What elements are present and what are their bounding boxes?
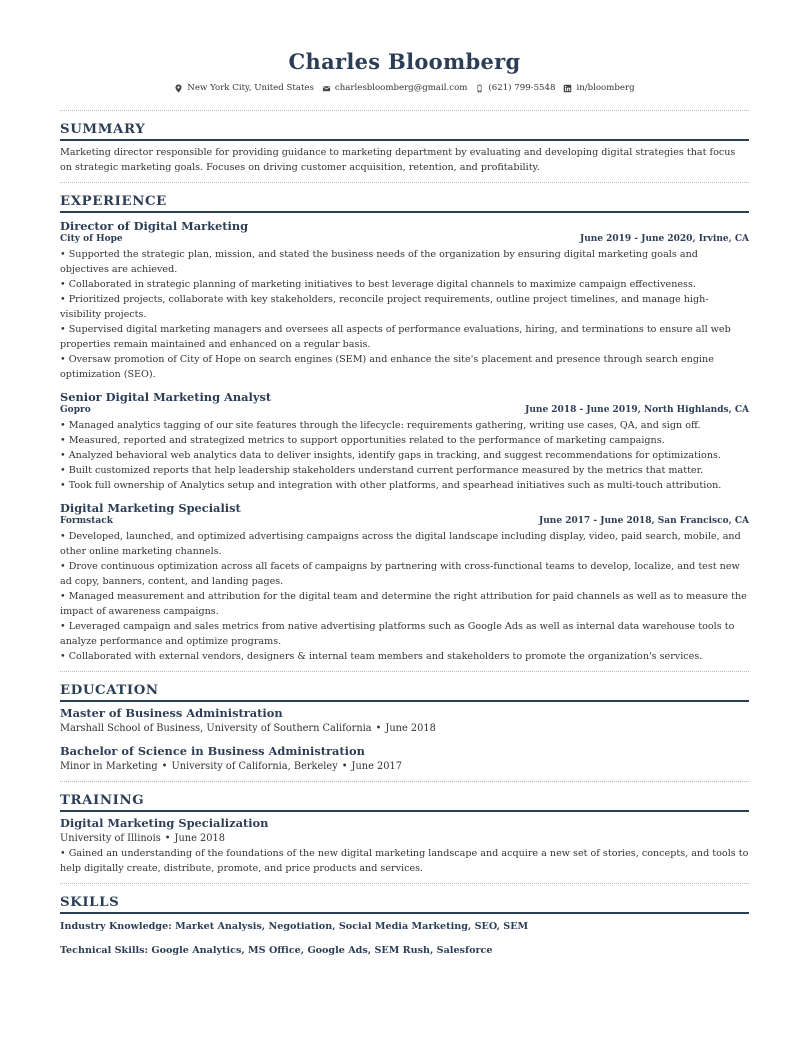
envelope-icon [322,84,331,93]
education-entry [60,706,749,736]
job-bullet: • Leveraged campaign and sales metrics from native advertising platforms such as Google Ads as well as internal data warehouse tools to analyze performance and optimize programs. [60,621,735,647]
technical-skills: Technical Skills: Google Analytics, MS Office, Google Ads, SEM Rush, Salesforce [60,945,493,956]
job-bullet: • Collaborated in strategic planning of marketing initiatives to best leverage digital channels to maximize campaign effectiveness. [60,279,696,290]
phone-text: (621) 799-5548 [488,83,556,93]
job-entry [60,501,749,664]
contact-bar [60,82,749,94]
email-text: charlesbloomberg@gmail.com [334,83,468,93]
contact-location [174,82,314,94]
separator-dot: • [161,761,168,772]
section-divider [60,781,749,782]
experience-heading: EXPERIENCE [60,193,749,213]
map-pin-icon [174,84,183,93]
degree-title: Bachelor of Science in Business Administration [60,744,365,758]
resume-header [60,48,749,94]
job-bullet: • Drove continuous optimization across all facets of campaigns by partnering with cross-functional teams to develop, localize, and test new ad copy, banners, content, and landing pages. [60,561,740,587]
contact-linkedin[interactable] [563,82,634,94]
job-bullet: • Collaborated with external vendors, designers & internal team members and stakeholders to promote the organization's services. [60,651,703,662]
job-entry [60,219,749,382]
job-dates-location: June 2018 - June 2019, North Highlands, CA [525,405,749,415]
industry-skills: Industry Knowledge: Market Analysis, Negotiation, Social Media Marketing, SEO, SEM [60,921,529,932]
training-bullet: • Gained an understanding of the foundations of the new digital marketing landscape and acquire a new set of stories, concepts, and tools to help digitally create, distribute, promote, and price products and services. [60,848,749,874]
summary-section [60,121,749,183]
education-section [60,682,749,782]
job-company: City of Hope [60,234,123,244]
job-bullet: • Supervised digital marketing managers and oversees all aspects of performance evaluations, hiring, and terminations to ensure all web properties remain maintained and enhanced on a regular basis. [60,324,731,350]
contact-phone[interactable] [475,82,555,94]
job-title: Senior Digital Marketing Analyst [60,390,272,404]
job-bullet: • Supported the strategic plan, mission, and stated the business needs of the organization by ensuring digital marketing goals and objectives are achieved. [60,249,698,275]
job-bullet: • Took full ownership of Analytics setup and integration with other platforms, and spearhead initiatives such as multi-touch attribution. [60,480,722,491]
training-title: Digital Marketing Specialization [60,816,269,830]
graduation-date: June 2018 [385,723,436,734]
skills-heading: SKILLS [60,894,749,914]
job-title: Director of Digital Marketing [60,219,249,233]
section-divider [60,883,749,884]
phone-icon [475,84,484,93]
graduation-date: June 2017 [351,761,402,772]
summary-text: Marketing director responsible for providing guidance to marketing department by evaluating and developing digital strategies that focus on strategic marketing goals. Focuses on driving customer acquisition, retention, and profitability. [60,147,736,173]
summary-heading: SUMMARY [60,121,749,141]
linkedin-text: in/bloomberg [576,83,635,93]
job-dates-location: June 2019 - June 2020, Irvine, CA [579,234,749,244]
education-entry [60,744,749,774]
job-dates-location: June 2017 - June 2018, San Francisco, CA [539,516,749,526]
job-bullet: • Built customized reports that help leadership stakeholders understand current performance measured by the metrics that matter. [60,465,704,476]
degree-title: Master of Business Administration [60,706,283,720]
job-bullet: • Managed analytics tagging of our site features through the lifecycle: requirements gathering, writing use cases, QA, and sign off. [60,420,701,431]
job-bullet: • Prioritized projects, collaborate with key stakeholders, reconcile project requirements, outline project timelines, and manage high-visibility projects. [60,294,709,320]
separator-dot: • [375,723,382,734]
minor-text: Minor in Marketing [60,761,158,772]
linkedin-icon [563,84,572,93]
contact-email[interactable] [322,82,468,94]
job-bullet: • Oversaw promotion of City of Hope on search engines (SEM) and enhance the site's placement and presence through search engine optimization (SEO). [60,354,714,380]
training-date: June 2018 [174,833,225,844]
job-title: Digital Marketing Specialist [60,501,241,515]
education-heading: EDUCATION [60,682,749,702]
training-school: University of Illinois [60,833,161,844]
job-company: Gopro [60,405,91,415]
school-name: University of California, Berkeley [171,761,338,772]
training-heading: TRAINING [60,792,749,812]
candidate-name: Charles Bloomberg [288,49,521,74]
section-divider [60,671,749,672]
location-text: New York City, United States [187,83,314,93]
job-bullet: • Measured, reported and strategized metrics to support opportunities related to the performance of marketing campaigns. [60,435,665,446]
job-company: Formstack [60,516,113,526]
separator-dot: • [164,833,171,844]
section-divider [60,182,749,183]
experience-section [60,193,749,672]
training-section [60,792,749,884]
skills-section [60,894,749,958]
job-bullet: • Managed measurement and attribution for the digital team and determine the right attribution for paid channels as well as to measure the impact of awareness campaigns. [60,591,747,617]
school-name: Marshall School of Business, University of Southern California [60,723,372,734]
header-divider [60,110,749,111]
job-entry [60,390,749,493]
job-bullet: • Analyzed behavioral web analytics data to deliver insights, identify gaps in tracking, and suggest recommendations for optimizations. [60,450,721,461]
job-bullet: • Developed, launched, and optimized advertising campaigns across the digital landscape including display, video, paid search, mobile, and other online marketing channels. [60,531,741,557]
separator-dot: • [341,761,348,772]
